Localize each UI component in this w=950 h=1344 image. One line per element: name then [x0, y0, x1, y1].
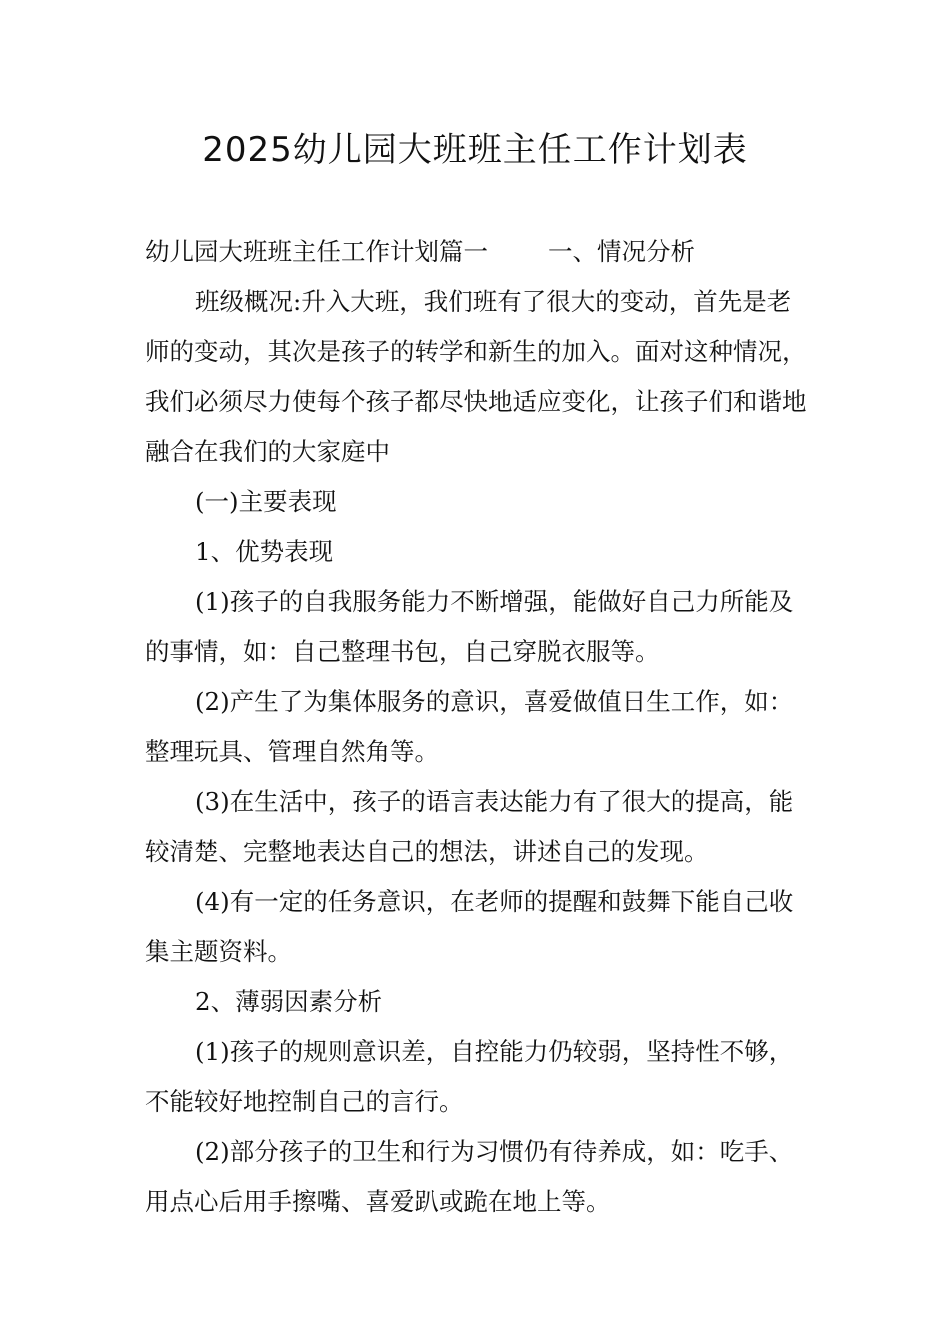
subheading-strengths: 1、优势表现	[195, 537, 334, 566]
paragraph-strength-3: (3)在生活中，孩子的语言表达能力有了很大的提高，能较清楚、完整地表达自己的想法，讲述自己的发现。	[145, 787, 794, 866]
paragraph-strength-4: (4)有一定的任务意识，在老师的提醒和鼓舞下能自己收集主题资料。	[145, 887, 794, 966]
section-heading: 一、情况分析	[548, 237, 695, 266]
subheading-main-performance: (一)主要表现	[195, 487, 337, 516]
paragraph-weakness-2: (2)部分孩子的卫生和行为习惯仍有待养成，如：吃手、用点心后用手擦嘴、喜爱趴或跪在地上等。	[145, 1137, 794, 1216]
paragraph-class-overview: 班级概况:升入大班，我们班有了很大的变动，首先是老师的变动，其次是孩子的转学和新生的加入。面对这种情况，我们必须尽力使每个孩子都尽快地适应变化，让孩子们和谐地融合在我们的大家庭中	[145, 287, 807, 466]
section-heading-line	[145, 227, 815, 277]
paragraph-weakness-1: (1)孩子的规则意识差，自控能力仍较弱，坚持性不够，不能较好地控制自己的言行。	[145, 1037, 794, 1116]
subheading-weaknesses: 2、薄弱因素分析	[195, 987, 383, 1016]
document-title: 2025幼儿园大班班主任工作计划表	[202, 130, 748, 170]
plan-heading: 幼儿园大班班主任工作计划篇一	[145, 237, 488, 266]
document-body	[145, 227, 815, 1227]
paragraph-strength-2: (2)产生了为集体服务的意识，喜爱做值日生工作，如：整理玩具、管理自然角等。	[145, 687, 794, 766]
paragraph-strength-1: (1)孩子的自我服务能力不断增强，能做好自己力所能及的事情，如：自己整理书包，自己穿脱衣服等。	[145, 587, 794, 666]
